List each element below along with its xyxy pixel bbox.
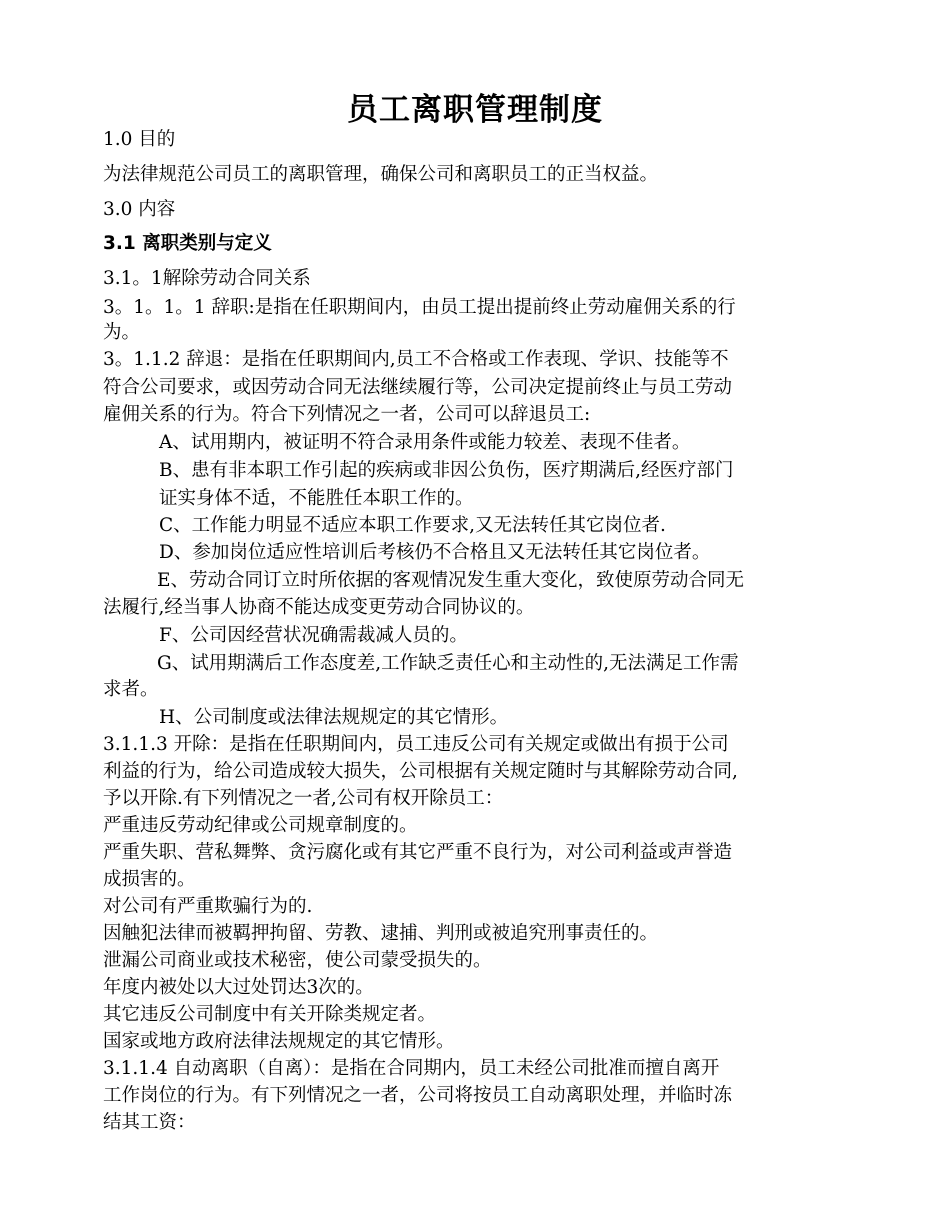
paragraph-line: 3.1。1解除劳动合同关系 [103, 268, 311, 289]
paragraph-line: 3.1.1.4 自动离职（自离）：是指在合同期内，员工未经公司批准而擅自离开 [103, 1058, 720, 1079]
paragraph-line: 3.1.1.3 开除：是指在任职期间内，员工违反公司有关规定或做出有损于公司 [103, 734, 729, 755]
list-item: E、劳动合同订立时所依据的客观情况发生重大变化，致使原劳动合同无 [157, 570, 745, 591]
paragraph-line: 3。1.1.2 辞退：是指在任职期间内,员工不合格或工作表现、学识、技能等不 [103, 349, 729, 370]
paragraph-line: 结其工资： [103, 1112, 196, 1133]
list-item: C、工作能力明显不适应本职工作要求,又无法转任其它岗位者. [159, 515, 666, 536]
paragraph-line: 雇佣关系的行为。符合下列情况之一者，公司可以辞退员工: [103, 404, 591, 425]
list-item: H、公司制度或法律法规规定的其它情形。 [159, 707, 509, 728]
paragraph-line: 成损害的。 [103, 869, 196, 890]
paragraph-line: 严重违反劳动纪律或公司规章制度的。 [103, 815, 418, 836]
list-item: A、试用期内，被证明不符合录用条件或能力较差、表现不佳者。 [159, 432, 691, 453]
paragraph-line: 国家或地方政府法律法规规定的其它情形。 [103, 1031, 455, 1052]
list-item: G、试用期满后工作态度差,工作缺乏责任心和主动性的,无法满足工作需 [157, 653, 739, 674]
list-item: B、患有非本职工作引起的疾病或非因公负伤，医疗期满后,经医疗部门 [159, 460, 734, 481]
paragraph-line: 予以开除.有下列情况之一者,公司有权开除员工： [103, 788, 504, 809]
paragraph-line: 其它违反公司制度中有关开除类规定者。 [103, 1004, 437, 1025]
paragraph-line: 严重失职、营私舞弊、贪污腐化或有其它严重不良行为，对公司利益或声誉造 [103, 842, 733, 863]
paragraph-line: 3。1。1。1 辞职:是指在任职期间内，由员工提出提前终止劳动雇佣关系的行 [103, 297, 736, 318]
list-item: 证实身体不适，不能胜任本职工作的。 [159, 488, 474, 509]
paragraph-line: 工作岗位的行为。有下列情况之一者，公司将按员工自动离职处理，并临时冻 [103, 1085, 733, 1106]
paragraph-line: 符合公司要求，或因劳动合同无法继续履行等，公司决定提前终止与员工劳动 [103, 377, 733, 398]
paragraph-line: 求者。 [103, 679, 159, 700]
paragraph-line: 因触犯法律而被羁押拘留、劳教、逮捕、判刑或被追究刑事责任的。 [103, 923, 659, 944]
paragraph-line: 年度内被处以大过处罚达3次的。 [103, 977, 374, 998]
document-title: 员工离职管理制度 [347, 92, 603, 128]
section-heading: 1.0 目的 [103, 129, 176, 150]
list-item: D、参加岗位适应性培训后考核仍不合格且又无法转任其它岗位者。 [159, 542, 711, 563]
paragraph-line: 法履行,经当事人协商不能达成变更劳动合同协议的。 [103, 597, 535, 618]
paragraph-line: 泄漏公司商业或技术秘密，使公司蒙受损失的。 [103, 950, 492, 971]
subsection-heading: 3.1 离职类别与定义 [103, 233, 272, 254]
paragraph-line: 为。 [103, 322, 141, 343]
paragraph-line: 为法律规范公司员工的离职管理，确保公司和离职员工的正当权益。 [103, 164, 659, 185]
list-item: F、公司因经营状况确需裁减人员的。 [159, 625, 468, 646]
paragraph-line: 利益的行为，给公司造成较大损失，公司根据有关规定随时与其解除劳动合同, [103, 761, 738, 782]
section-heading: 3.0 内容 [103, 199, 176, 220]
paragraph-line: 对公司有严重欺骗行为的. [103, 896, 313, 917]
